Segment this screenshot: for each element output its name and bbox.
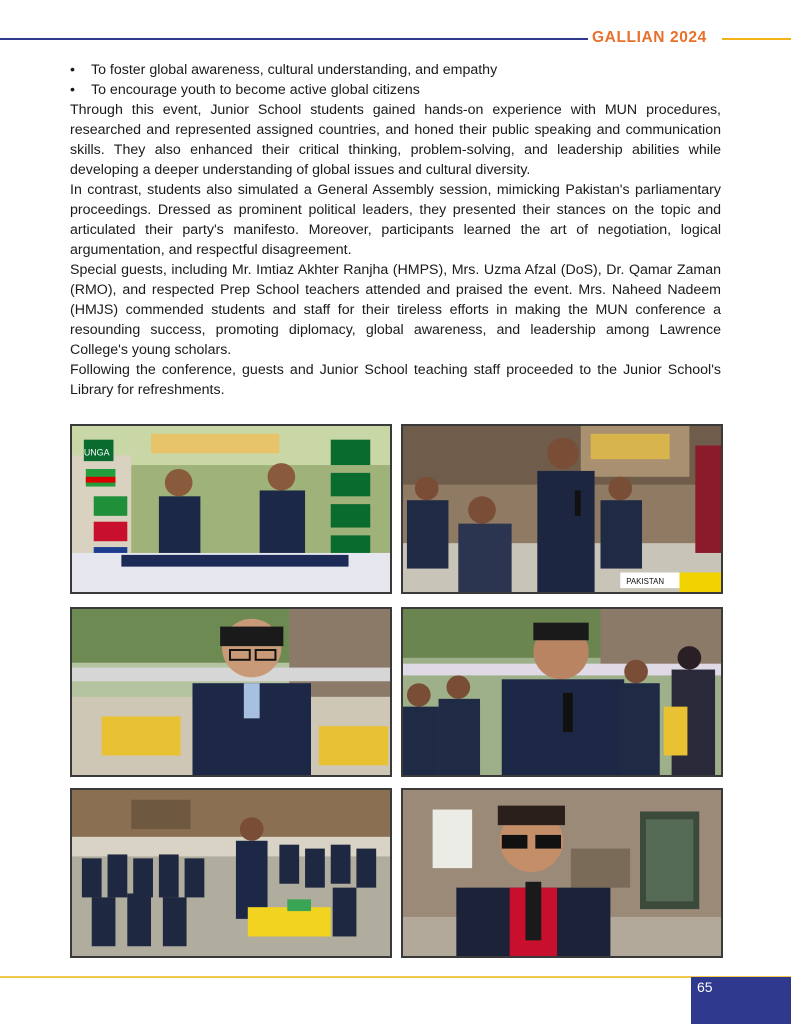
bullet-item bbox=[70, 80, 721, 100]
placard-text: PAKISTAN bbox=[626, 577, 665, 587]
table-sign-text: UNGA bbox=[83, 447, 110, 458]
header-rule-left bbox=[0, 38, 588, 40]
paragraph: Through this event, Junior School students gained hands-on experience with MUN procedures, researched and represented assigned countries, and honed their public speaking and communication skills. They also enhanced their critical thinking, problem-solving, and leadership abilities while developing a deeper understanding of global issues and cultural diversity. bbox=[70, 102, 721, 178]
footer-rule bbox=[0, 976, 791, 978]
photo-boy-glasses bbox=[70, 607, 392, 777]
paragraph: Special guests, including Mr. Imtiaz Akhter Ranjha (HMPS), Mrs. Uzma Afzal (DoS), Dr. Qamar Zaman (RMO), and respected Prep School teachers attended and praised the event. Mrs. Naheed Nadeem (HMJS) commended students and staff for their tireless efforts in making the MUN conference a resounding success, promoting diplomacy, global awareness, and leadership among Lawrence College's young scholars. bbox=[70, 262, 721, 358]
page-number: 65 bbox=[697, 979, 713, 995]
bullet-icon: • bbox=[70, 82, 75, 98]
article-body bbox=[70, 60, 721, 400]
paragraph: Following the conference, guests and Junior School teaching staff proceeded to the Junior School's Library for refreshments. bbox=[70, 362, 721, 398]
photo-delegates-table bbox=[70, 424, 392, 594]
bullet-item bbox=[70, 60, 721, 80]
page-number-box bbox=[691, 977, 791, 1024]
paragraph: In contrast, students also simulated a General Assembly session, mimicking Pakistan's parliamentary proceedings. Dressed as prominent political leaders, they presented their stances on the topic and articulated their party's manifesto. Moreover, participants learned the art of negotiation, logical argumentation, and respectful disagreement. bbox=[70, 182, 721, 258]
magazine-title: GALLIAN 2024 bbox=[592, 29, 707, 46]
photo-student-speaking bbox=[401, 424, 723, 594]
photo-boy-sunglasses bbox=[401, 788, 723, 958]
photo-boy-mic-group bbox=[401, 607, 723, 777]
bullet-text: To encourage youth to become active global citizens bbox=[91, 82, 420, 98]
photo-seated-students bbox=[70, 788, 392, 958]
header-rule-right bbox=[722, 38, 791, 40]
bullet-text: To foster global awareness, cultural understanding, and empathy bbox=[91, 62, 498, 78]
bullet-icon: • bbox=[70, 62, 75, 78]
